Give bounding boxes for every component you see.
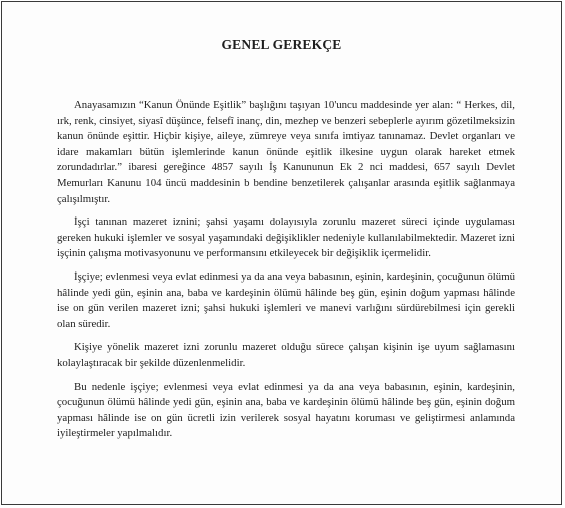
paragraph-1: Anayasamızın “Kanun Önünde Eşitlik” başlığını taşıyan 10'uncu maddesinde yer alan: “ Herkes, dil, ırk, renk, cinsiyet, siyasî düşünce, felsefî inanç, din, mezhep ve benzeri sebeplerle ayırım gözetilmeksizin kanun önünde eşittir. Hiçbir kişiye, aileye, zümreye veya sınıfa imtiyaz tanınamaz. Devlet organları ve idare makamları bütün işlemlerinde kanun önünde eşitlik ilkesine uygun olarak hareket etmek zorundadırlar.” ibaresi gereğince 4857 sayılı İş Kanununun Ek 2 nci maddesi, 657 sayılı Devlet Memurları Kanunu 104 üncü maddesinin b bendine benzetilerek çalışanlar arasında eşitlik sağlanmaya çalışılmıştır. xyxy=(57,99,515,205)
paragraph-3: İşçiye; evlenmesi veya evlat edinmesi ya da ana veya babasının, eşinin, kardeşinin, çocuğunun ölümü hâlinde yedi gün, eşinin ana, baba ve kardeşinin ölümü hâlinde beş gün, eşinin doğum yapması hâlinde ise on gün verilen mazeret izni; şahsi hukuki işlemleri ve manevi varlığını sürdürebilmesi için gerekli olan süredir. xyxy=(57,270,515,330)
paragraph-4: Kişiye yönelik mazeret izni zorunlu mazeret olduğu sürece çalışan kişinin işe uyum sağlamasını kolaylaştıracak bir şekilde düzenlenmelidir. xyxy=(57,341,515,369)
paragraph-5: Bu nedenle işçiye; evlenmesi veya evlat edinmesi ya da ana veya babasının, eşinin, kardeşinin, çocuğunun ölümü hâlinde yedi gün, eşinin ana, baba ve kardeşinin ölümü hâlinde beş gün, eşinin doğum yapması hâlinde ise on gün ücretli izin verilerek sosyal hayatını koruması ve geliştirmesi anlamında iyileştirmeler yapılmalıdır. xyxy=(57,380,515,440)
document-title: GENEL GEREKÇE xyxy=(221,37,342,52)
document-page xyxy=(1,1,562,505)
document-body xyxy=(57,98,515,442)
paragraph-2: İşçi tanınan mazeret iznini; şahsi yaşamı dolayısıyla zorunlu mazeret süreci içinde uygulaması gereken hukuki işlemler ve sosyal yaşamındaki değişiklikler nedeniyle kullanılabilmektedir. Mazeret izni işçinin çalışma motivasyonunu ve performansını etkileyecek bir değişiklik içermelidir. xyxy=(57,216,515,260)
